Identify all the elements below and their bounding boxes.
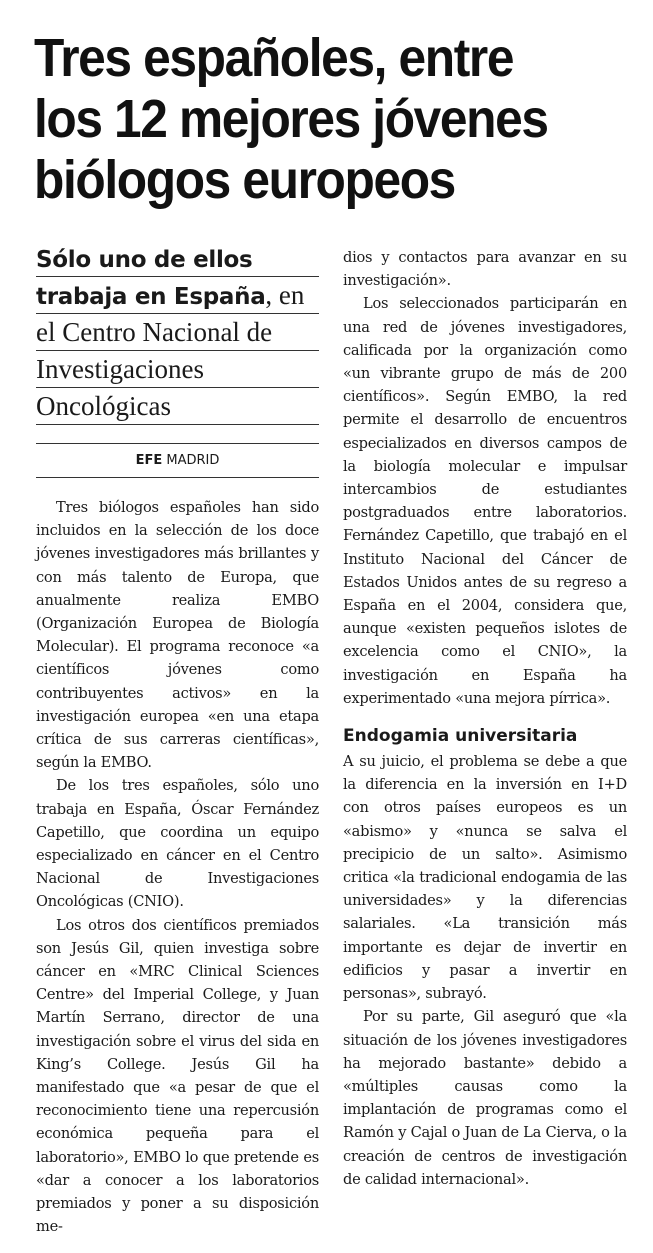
subhead-line-5 — [36, 388, 319, 425]
headline — [34, 28, 595, 211]
subhead-bold-text-2: trabaja en España — [36, 284, 266, 310]
subhead-text-2: , en — [265, 280, 305, 310]
subhead-line-1 — [36, 240, 319, 277]
body-column-right — [343, 246, 627, 1191]
subhead-text-3: el Centro Nacional de — [36, 317, 273, 347]
headline-line-2: los 12 mejores jóvenes — [34, 89, 548, 149]
paragraph-4: Los seleccionados participarán en una red de jóvenes investigadores, calificada por la organización como «un vibrante grupo de más de 200 científicos». Según EMBO, la red permite el desarrollo de encuentros especializados en diversos campos de la biología molecular e impulsar intercambios de estudiantes postgraduados entre laboratorios. Fernández Capetillo, que trabajó en el Instituto Nacional del Cáncer de Estados Unidos antes de su regreso a España en el 2004, considera que, aunque «existen pequeños islotes de excelencia como el CNIO», la investigación en España ha experimentado «una mejora pírrica». — [343, 295, 627, 707]
byline — [36, 444, 319, 478]
subhead-line-3 — [36, 314, 319, 351]
subhead-rule-spacer — [36, 425, 319, 444]
paragraph-5: A su juicio, el problema se debe a que la diferencia en la inversión en I+D con otros países europeos es un «abismo» y «nunca se salva el precipicio de un salto». Asimismo critica «la tradicional endogamia de las universidades» y la diferencias salariales. «La transición más importante es dejar de invertir en edificios y pasar a invertir en personas», subrayó. — [343, 753, 627, 1003]
body-column-left — [36, 496, 319, 1239]
subhead-line-2 — [36, 277, 319, 314]
paragraph-3: Los otros dos científicos premiados son Jesús Gil, quien investiga sobre cáncer en «MRC Clinical Sciences Centre» del Imperial College, y Juan Martín Serrano, director de una investigación sobre el virus del sida en King’s College. Jesús Gil ha manifestado que «a pesar de que el reconocimiento tiene una repercusión económica pequeña para el laboratorio», EMBO lo que pretende es «dar a conocer a los laboratorios premiados y poner a su disposición me- — [36, 916, 319, 1236]
subhead-text-5: Oncológicas — [36, 391, 171, 421]
headline-line-3: biólogos europeos — [34, 150, 455, 210]
subhead-line-4 — [36, 351, 319, 388]
paragraph-3-continued: dios y contactos para avanzar en su investigación». — [343, 249, 627, 290]
subhead-text-4: Investigaciones — [36, 354, 204, 384]
headline-line-1: Tres españoles, entre — [34, 28, 514, 88]
byline-location: MADRID — [166, 453, 220, 468]
subheadline — [36, 240, 319, 478]
paragraph-2: De los tres españoles, sólo uno trabaja en España, Óscar Fernández Capetillo, que coordina un equipo especializado en cáncer en el Centro Nacional de Investigaciones Oncológicas (CNIO). — [36, 777, 319, 911]
subhead-bold-text-1: Sólo uno de ellos — [36, 247, 253, 273]
paragraph-1: Tres biólogos españoles han sido incluidos en la selección de los doce jóvenes investigadores más brillantes y con más talento de Europa, que anualmente realiza EMBO (Organización Europea de Biología Molecular). El programa reconoce «a científicos jóvenes como contribuyentes activos» en la investigación europea «en una etapa crítica de sus carreras científicas», según la EMBO. — [36, 499, 319, 772]
byline-agency: EFE — [135, 453, 163, 468]
section-heading: Endogamia universitaria — [343, 726, 578, 747]
paragraph-6: Por su parte, Gil aseguró que «la situación de los jóvenes investigadores ha mejorado bastante» debido a «múltiples causas como la implantación de programas como el Ramón y Cajal o Juan de La Cierva, o la creación de centros de investigación de calidad internacional». — [343, 1008, 627, 1188]
